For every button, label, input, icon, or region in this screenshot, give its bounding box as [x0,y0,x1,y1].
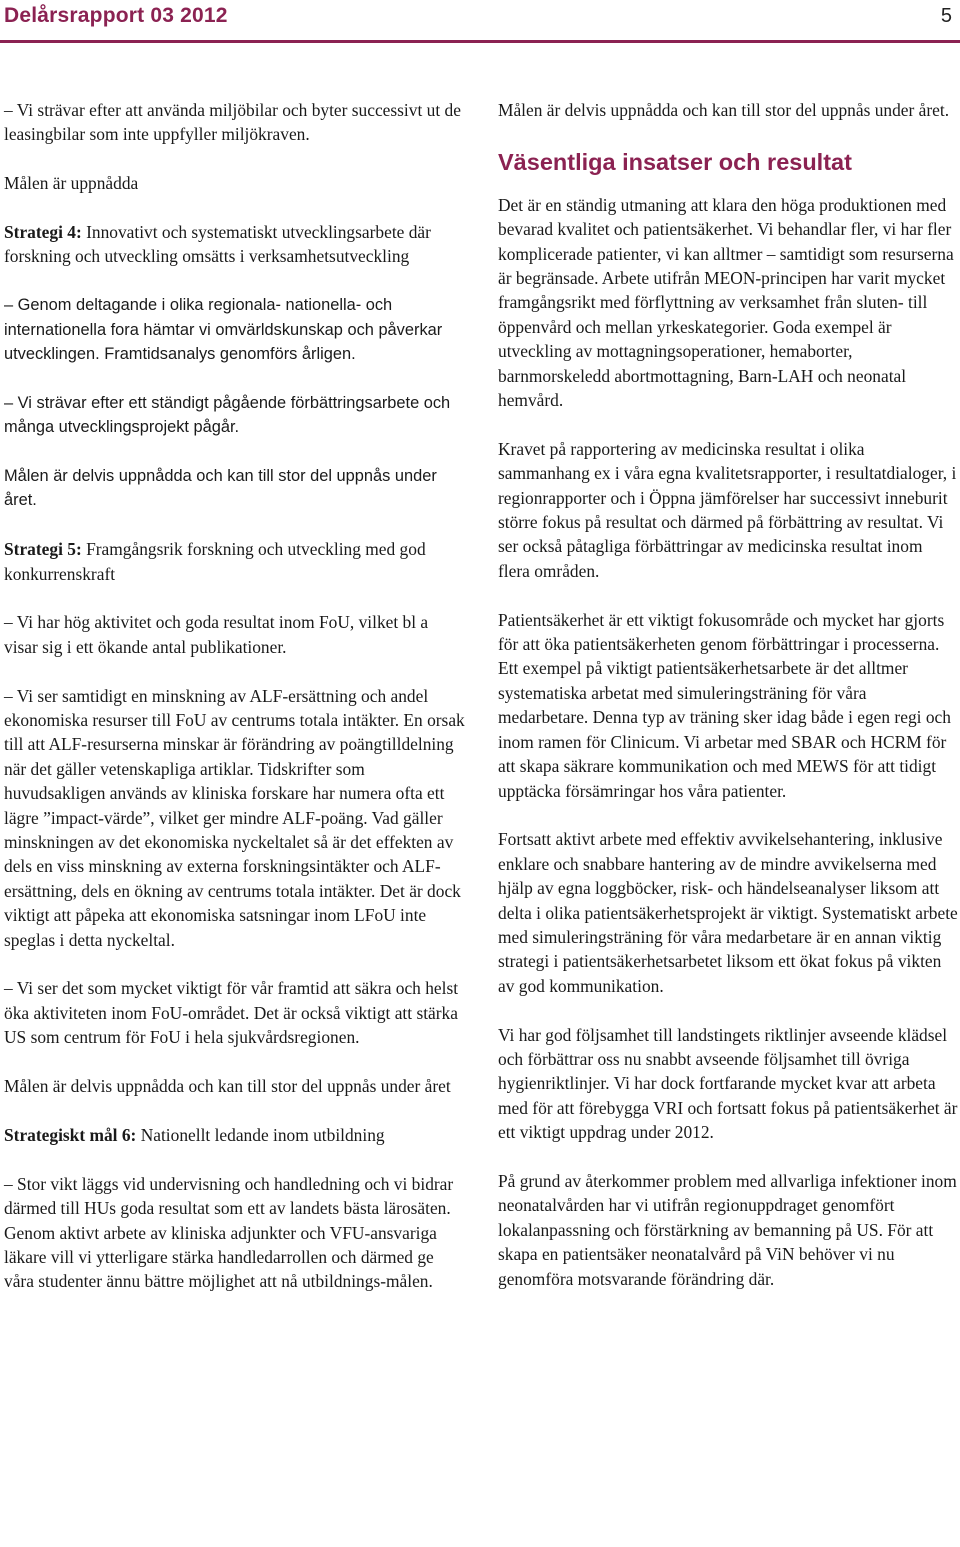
goal-status: Målen är delvis uppnådda och kan till stor del uppnås under året. [498,100,950,120]
paragraph: Det är en ständig utmaning att klara den höga produktionen med bevarad kvalitet och patientsäkerhet. Vi behandlar fler, vi har fler komplicerade patienter, vi kan alltmer – samtidigt som resurserna är begränsade. Arbete utifrån MEON-principen har varit mycket framgångsrikt med förflyttning av verksamhet från sluten- till öppenvård och mellan yrkeskategorier. Goda exempel är utveckling av mottagningsoperationer, hemaborter, barnmorskeledd abortmottagning, Barn-LAH och neonatal hemvård. [498,194,954,411]
report-title: Delårsrapport 03 2012 [4,4,228,27]
paragraph: – Vi har hög aktivitet och goda resultat inom FoU, vilket bl a visar sig i ett ökande antal publikationer. [4,612,429,657]
page-header [0,0,960,44]
goal-status: Målen är delvis uppnådda och kan till stor del uppnås under året [4,1076,451,1097]
paragraph: – Vi strävar efter att använda miljöbilar och byter successivt ut de leasingbilar som inte uppfyller miljökraven. [4,100,461,145]
goal-status: Målen är delvis uppnådda och kan till stor del uppnås under året. [4,467,437,510]
paragraph: – Stor vikt läggs vid undervisning och handledning och vi bidrar därmed till HUs goda resultat som ett av landets bästa lärosäten. Genom aktivt arbete av kliniska adjunkter och VFU-ansvariga läkare vill vi ytterligare stärka handledarrollen och därmed ge våra studenter ännu bättre möjlighet att nå utbildnings-målen. [4,1173,454,1292]
strategy-heading [4,537,466,586]
paragraph: – Vi ser det som mycket viktigt för vår framtid att säkra och helst öka aktiviteten inom FoU-området. Det är också viktigt att stärka US som centrum för FoU i hela sjukvårdsregionen. [4,978,459,1048]
goal-status: Målen är uppnådda [4,173,139,194]
paragraph: – Vi ser samtidigt en minskning av ALF-ersättning och andel ekonomiska resurser till FoU av centrums totala intäkter. En orsak till att ALF-resurserna minskar är förändring av poängtilldelning när det gäller vetenskapliga artiklar. Tidskrifter som huvudsakligen används av kliniska forskare har numera ofta ett lägre ”impact-värde”, vilket ger mindre ALF-poäng. Vad gäller minskningen av det ekonomiska nyckeltalet så är det effekten av dels en viss minskning av externa forskningsintäkter och ALF-ersättning, dels en ökning av centrums totala intäkter. Det är dock viktigt att påpeka att ekonomiska satsningar inom LFoU inte speglas i detta nyckeltal. [4,685,465,950]
strategy-label: Strategi 5: [4,539,82,560]
strategy-text: Framgångsrik forskning och utveckling med god konkurrenskraft [4,539,426,584]
strategy-text: Innovativt och systematiskt utvecklingsarbete där forskning och utveckling omsätts i verksamhetsutveckling [4,222,431,267]
paragraph: Patientsäkerhet är ett viktigt fokusområde och mycket har gjorts för att öka patientsäkerheten genom förbättringar i processerna. Ett exempel på viktigt patientsäkerhetsarbete är det alltmer systematiska arbetat med simuleringsträning för våra medarbetare. Denna typ av träning sker idag både i egen regi och inom ramen för Clinicum. Vi arbetar med SBAR och HCRM för att skapa säkrare kommunikation och med MEWS för att tidigt upptäcka försämringar hos våra patienter. [498,609,951,801]
strategy-heading [4,220,466,269]
paragraph: Kravet på rapportering av medicinska resultat i olika sammanhang ex i våra egna kvalitetsrapporter, i resultatdialoger, i regionrapporter och i Öppna jämförelser har successivt inneburit större fokus på resultat och därmed på förbättring av resultat. Vi ser också påtagliga förbättringar av medicinska resultat inom flera områden. [498,438,957,581]
strategy-label: Strategiskt mål 6: [4,1124,137,1145]
paragraph: Fortsatt aktivt arbete med effektiv avvikelsehantering, inklusive enklare och snabbare hantering av de mindre avvikelserna med hjälp av egna loggböcker, risk- och händelseanalyser liksom att delta i olika patientsäkerhetsprojekt är viktigt. Systematiskt arbete med simuleringsträning för våra medarbetare är en annan viktig strategi i patientsäkerhetsarbetet liksom ett ökat fokus på vikten av god kommunikation. [498,829,958,996]
paragraph: På grund av återkommer problem med allvarliga infektioner inom neonatalvården har vi utifrån regionuppdraget genomfört lokalanpassning och förstärkning av bemanning på US. För att skapa en patientsäker neonatalvård på ViN behöver vi nu genomföra motsvarande förändring där. [498,1170,957,1289]
strategy-text: Nationellt ledande inom utbildning [136,1124,385,1145]
paragraph: Vi har god följsamhet till landstingets riktlinjer avseende klädsel och förbättrar oss nu snabbt avseende följsamhet till övriga hygienriktlinjer. Vi har dock fortfarande mycket kvar att arbeta med för att förebygga VRI och fortsatt fokus på patientsäkerhet är ett viktigt uppdrag under 2012. [498,1024,958,1143]
right-column [498,98,958,1315]
paragraph: – Vi strävar efter ett ständigt pågående förbättringsarbete och många utvecklingsprojekt pågår. [4,393,451,437]
section-heading: Väsentliga insatser och resultat [498,148,852,175]
strategy-heading [4,1123,466,1147]
header-divider [0,40,960,43]
strategy-label: Strategi 4: [4,222,82,242]
page-number: 5 [940,5,952,27]
paragraph: – Genom deltagande i olika regionala- nationella- och internationella fora hämtar vi omvärldskunskap och påverkar utvecklingen. Framtidsanalys genomförs årligen. [4,296,443,364]
left-column [4,98,466,1318]
